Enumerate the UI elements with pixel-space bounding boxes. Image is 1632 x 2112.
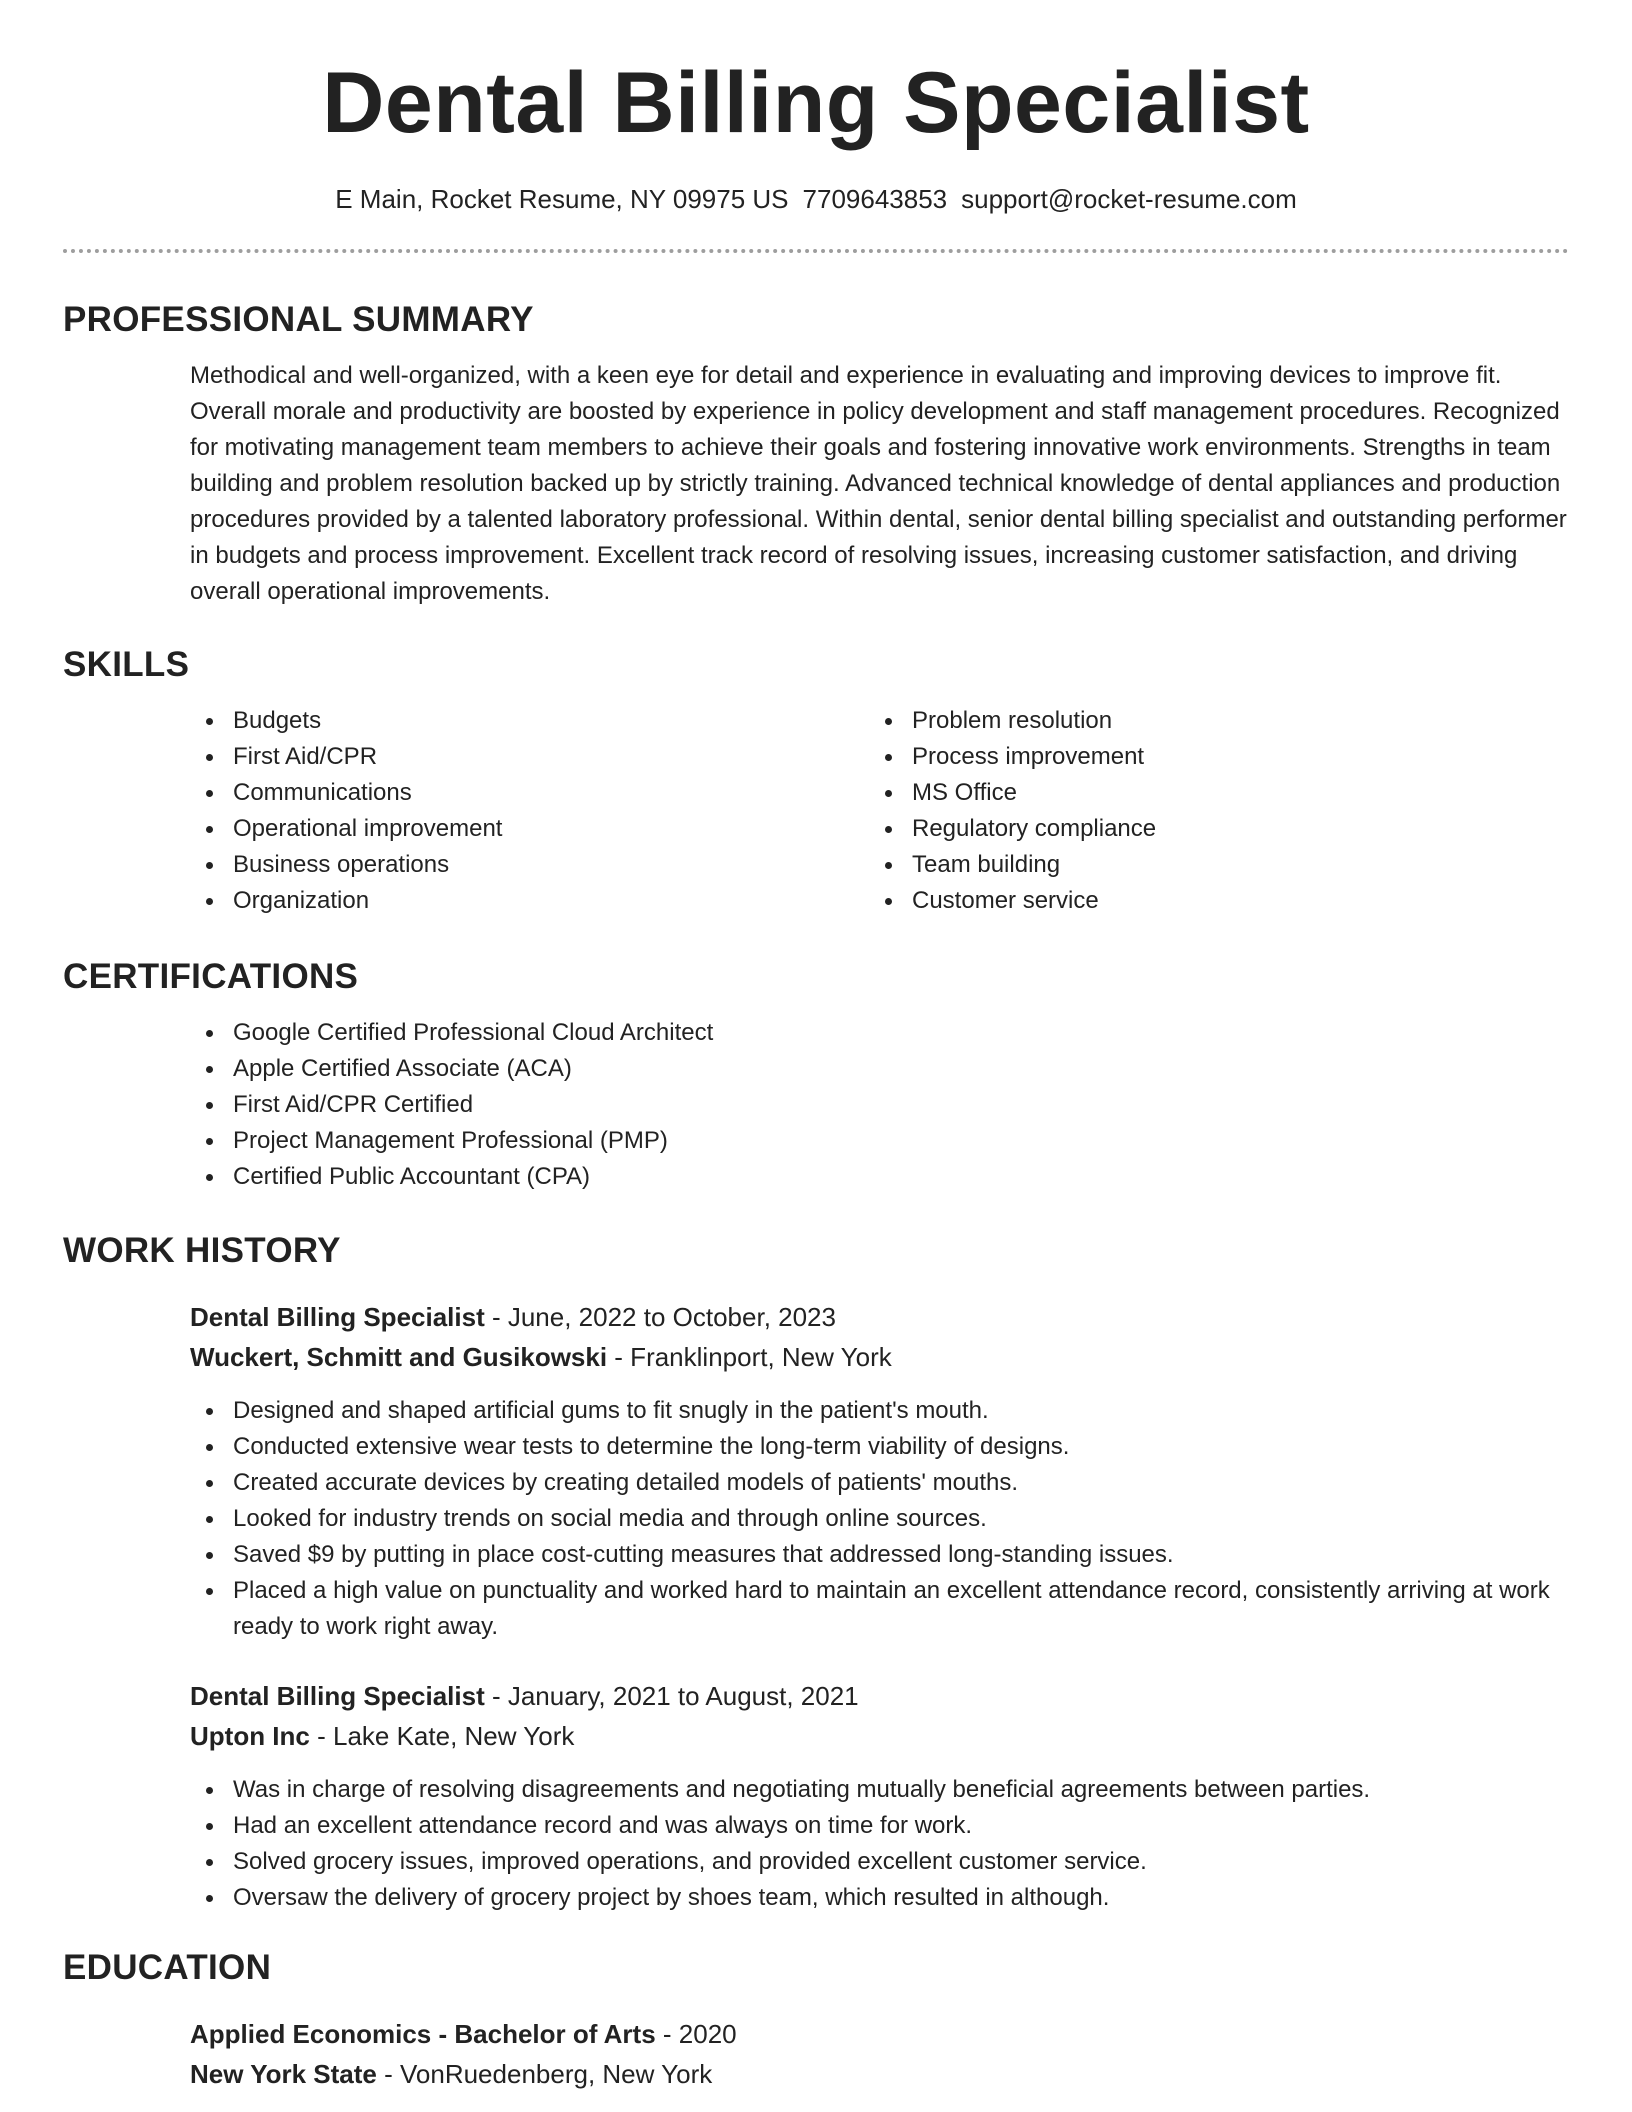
contact-phone: 7709643853 xyxy=(802,184,948,214)
skill-item: Budgets xyxy=(63,703,743,739)
skills-heading: SKILLS xyxy=(63,645,190,684)
job-bullet: Created accurate devices by creating detailed models of patients' mouths. xyxy=(63,1465,1569,1501)
education-year: - 2020 xyxy=(655,2019,737,2049)
job-bullet: Had an excellent attendance record and was always on time for work. xyxy=(63,1808,1569,1844)
job-bullet: Saved $9 by putting in place cost-cutting measures that addressed long-standing issues. xyxy=(63,1537,1569,1573)
education-location: - VonRuedenberg, New York xyxy=(376,2059,713,2089)
skill-item: First Aid/CPR xyxy=(63,739,743,775)
summary-section xyxy=(63,298,1569,610)
contact-line xyxy=(0,181,1632,217)
skill-item: Organization xyxy=(63,883,743,919)
education-school: New York State xyxy=(190,2059,377,2089)
job-bullet: Placed a high value on punctuality and worked hard to maintain an excellent attendance record, consistently arriving at work ready to work right away. xyxy=(63,1573,1569,1645)
skills-column-left xyxy=(63,687,743,919)
work-history-heading: WORK HISTORY xyxy=(63,1231,341,1270)
job-company: Upton Inc xyxy=(190,1721,310,1751)
job-dates: - June, 2022 to October, 2023 xyxy=(484,1302,836,1332)
job-company: Wuckert, Schmitt and Gusikowski xyxy=(190,1342,608,1372)
job-entry xyxy=(63,1297,1569,1645)
resume-name: Dental Billing Specialist xyxy=(322,55,1310,151)
job-title: Dental Billing Specialist xyxy=(190,1681,485,1711)
education-degree-line xyxy=(190,2014,1569,2054)
skill-item: Communications xyxy=(63,775,743,811)
job-entry xyxy=(63,1676,1569,1916)
contact-email: support@rocket-resume.com xyxy=(961,184,1297,214)
job-bullet: Oversaw the delivery of grocery project by shoes team, which resulted in although. xyxy=(63,1880,1569,1916)
job-bullet: Was in charge of resolving disagreements and negotiating mutually beneficial agreements between parties. xyxy=(63,1772,1569,1808)
job-bullet: Solved grocery issues, improved operations, and provided excellent customer service. xyxy=(63,1844,1569,1880)
certifications-section xyxy=(63,955,1569,1195)
job-bullet: Conducted extensive wear tests to determine the long-term viability of designs. xyxy=(63,1429,1569,1465)
education-school-line xyxy=(190,2054,1569,2094)
certification-item: Project Management Professional (PMP) xyxy=(63,1123,1569,1159)
education-entry xyxy=(63,2014,1569,2094)
skill-item: Customer service xyxy=(743,883,1569,919)
skills-column-right xyxy=(743,687,1569,919)
summary-text: Methodical and well-organized, with a keen eye for detail and experience in evaluating and improving devices to improve fit. Overall morale and productivity are boosted by experience in policy development and staff management procedures. Recognized for motivating management team members to achieve their goals and fostering innovative work environments. Strengths in team building and problem resolution backed up by strictly training. Advanced technical knowledge of dental appliances and production procedures provided by a talented laboratory professional. Within dental, senior dental billing specialist and outstanding performer in budgets and process improvement. Excellent track record of resolving issues, increasing customer satisfaction, and driving overall operational improvements. xyxy=(190,362,1567,605)
skill-item: MS Office xyxy=(743,775,1569,811)
certification-item: Google Certified Professional Cloud Architect xyxy=(63,1015,1569,1051)
job-title: Dental Billing Specialist xyxy=(190,1302,485,1332)
education-section xyxy=(63,1946,1569,1990)
skill-item: Operational improvement xyxy=(63,811,743,847)
header-divider xyxy=(63,249,1569,253)
certification-item: Apple Certified Associate (ACA) xyxy=(63,1051,1569,1087)
skills-section xyxy=(63,643,1569,914)
job-company-line xyxy=(190,1337,1569,1377)
summary-heading: PROFESSIONAL SUMMARY xyxy=(63,300,534,339)
job-title-line xyxy=(190,1676,1569,1716)
job-location: - Lake Kate, New York xyxy=(309,1721,575,1751)
certification-item: First Aid/CPR Certified xyxy=(63,1087,1569,1123)
certifications-heading: CERTIFICATIONS xyxy=(63,957,359,996)
skill-item: Process improvement xyxy=(743,739,1569,775)
skill-item: Team building xyxy=(743,847,1569,883)
job-location: - Franklinport, New York xyxy=(607,1342,892,1372)
job-bullet: Looked for industry trends on social media and through online sources. xyxy=(63,1501,1569,1537)
education-degree: Applied Economics - Bachelor of Arts xyxy=(190,2019,656,2049)
certification-item: Certified Public Accountant (CPA) xyxy=(63,1159,1569,1195)
job-company-line xyxy=(190,1716,1569,1756)
education-heading: EDUCATION xyxy=(63,1948,272,1987)
skill-item: Regulatory compliance xyxy=(743,811,1569,847)
skill-item: Problem resolution xyxy=(743,703,1569,739)
work-history-section xyxy=(63,1229,1569,1273)
job-dates: - January, 2021 to August, 2021 xyxy=(484,1681,859,1711)
contact-address: E Main, Rocket Resume, NY 09975 US xyxy=(335,184,789,214)
job-title-line xyxy=(190,1297,1569,1337)
job-bullet: Designed and shaped artificial gums to fit snugly in the patient's mouth. xyxy=(63,1393,1569,1429)
skill-item: Business operations xyxy=(63,847,743,883)
